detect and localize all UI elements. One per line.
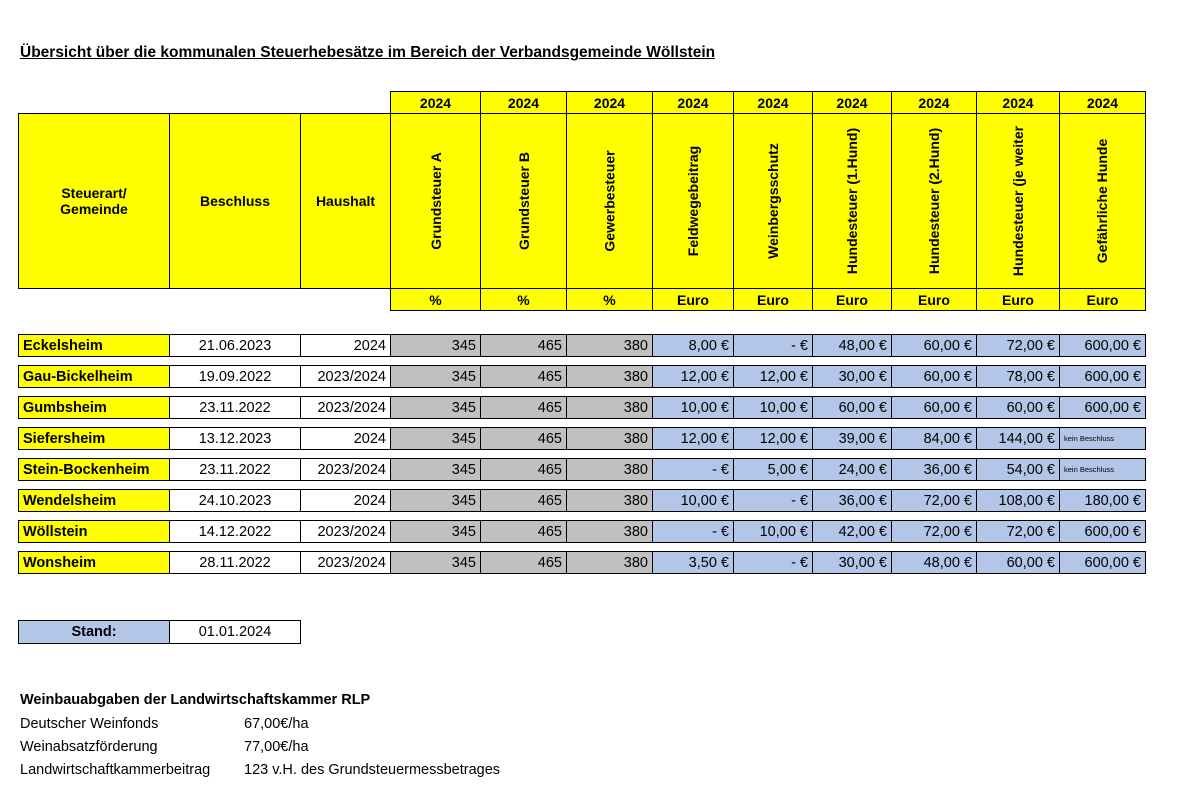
weinbau-value-1: 67,00€/ha (244, 716, 309, 732)
row-gefaehrlich: kein Beschluss (1059, 427, 1146, 450)
row-hund-weiter: 144,00 € (976, 427, 1060, 450)
header-unit: Euro (1059, 288, 1146, 311)
row-hund1: 60,00 € (812, 396, 892, 419)
row-weinberg: - € (733, 551, 813, 574)
row-grund-b: 465 (480, 551, 567, 574)
row-grund-a: 345 (390, 334, 481, 357)
row-weinberg: - € (733, 489, 813, 512)
row-feldwege: - € (652, 520, 734, 543)
row-gefaehrlich: 600,00 € (1059, 334, 1146, 357)
weinbau-value-2: 77,00€/ha (244, 739, 309, 755)
row-weinberg: 12,00 € (733, 365, 813, 388)
row-gewerbe: 380 (566, 520, 653, 543)
row-grund-a: 345 (390, 396, 481, 419)
row-hund-weiter: 78,00 € (976, 365, 1060, 388)
header-tax-type-label: Hundesteuer (1.Hund) (844, 127, 861, 275)
row-gemeinde: Eckelsheim (18, 334, 170, 357)
row-gewerbe: 380 (566, 489, 653, 512)
weinbau-value-3: 123 v.H. des Grundsteuermessbetrages (244, 762, 501, 778)
row-beschluss: 14.12.2022 (169, 520, 301, 543)
header-tax-type (652, 113, 734, 289)
header-tax-type-label: Feldwegebeitrag (685, 145, 701, 257)
row-grund-a: 345 (390, 489, 481, 512)
row-haushalt: 2024 (300, 427, 391, 450)
row-beschluss: 13.12.2023 (169, 427, 301, 450)
row-hund1: 36,00 € (812, 489, 892, 512)
row-hund1: 24,00 € (812, 458, 892, 481)
row-gefaehrlich: 600,00 € (1059, 520, 1146, 543)
row-hund-weiter: 54,00 € (976, 458, 1060, 481)
row-gemeinde: Wonsheim (18, 551, 170, 574)
header-tax-type-label: Hundesteuer (2.Hund) (926, 127, 943, 275)
row-hund2: 60,00 € (891, 396, 977, 419)
weinbau-label-3: Landwirtschaftkammerbeitrag (20, 762, 211, 778)
header-unit: % (390, 288, 481, 311)
header-unit: Euro (652, 288, 734, 311)
row-beschluss: 23.11.2022 (169, 458, 301, 481)
header-tax-type (390, 113, 481, 289)
row-haushalt: 2023/2024 (300, 458, 391, 481)
row-hund1: 48,00 € (812, 334, 892, 357)
row-grund-b: 465 (480, 520, 567, 543)
row-gefaehrlich: kein Beschluss (1059, 458, 1146, 481)
weinbau-label-2: Weinabsatzförderung (20, 739, 158, 755)
header-unit: Euro (812, 288, 892, 311)
row-grund-b: 465 (480, 489, 567, 512)
header-tax-type (733, 113, 813, 289)
row-grund-b: 465 (480, 458, 567, 481)
weinbau-label-1: Deutscher Weinfonds (20, 716, 159, 732)
row-gewerbe: 380 (566, 458, 653, 481)
row-haushalt: 2023/2024 (300, 396, 391, 419)
header-tax-type-label: Hundesteuer (je weiter (1010, 125, 1026, 277)
header-year: 2024 (812, 91, 892, 114)
row-haushalt: 2023/2024 (300, 365, 391, 388)
row-grund-a: 345 (390, 520, 481, 543)
row-hund-weiter: 60,00 € (976, 396, 1060, 419)
row-hund2: 60,00 € (891, 365, 977, 388)
row-gemeinde: Wöllstein (18, 520, 170, 543)
row-feldwege: 8,00 € (652, 334, 734, 357)
row-gewerbe: 380 (566, 396, 653, 419)
header-tax-type (1059, 113, 1146, 289)
row-hund1: 42,00 € (812, 520, 892, 543)
row-hund2: 72,00 € (891, 489, 977, 512)
stand-date: 01.01.2024 (169, 620, 301, 644)
row-feldwege: - € (652, 458, 734, 481)
row-haushalt: 2024 (300, 334, 391, 357)
header-gemeinde-label: Steuerart/ Gemeinde (60, 185, 128, 217)
header-haushalt-label: Haushalt (315, 193, 376, 209)
row-grund-b: 465 (480, 365, 567, 388)
header-tax-type-label: Grundsteuer A (427, 152, 444, 250)
header-unit: Euro (891, 288, 977, 311)
row-beschluss: 24.10.2023 (169, 489, 301, 512)
header-year: 2024 (976, 91, 1060, 114)
row-gewerbe: 380 (566, 365, 653, 388)
stand-label: Stand: (18, 620, 170, 644)
header-year: 2024 (390, 91, 481, 114)
header-unit: % (566, 288, 653, 311)
row-gefaehrlich: 180,00 € (1059, 489, 1146, 512)
header-tax-type (566, 113, 653, 289)
row-hund-weiter: 60,00 € (976, 551, 1060, 574)
row-feldwege: 10,00 € (652, 396, 734, 419)
row-weinberg: 5,00 € (733, 458, 813, 481)
row-hund-weiter: 72,00 € (976, 334, 1060, 357)
row-haushalt: 2023/2024 (300, 520, 391, 543)
row-gemeinde: Siefersheim (18, 427, 170, 450)
header-year: 2024 (566, 91, 653, 114)
header-beschluss-label: Beschluss (199, 193, 271, 209)
header-year: 2024 (733, 91, 813, 114)
row-grund-b: 465 (480, 396, 567, 419)
row-beschluss: 21.06.2023 (169, 334, 301, 357)
row-feldwege: 10,00 € (652, 489, 734, 512)
header-year: 2024 (891, 91, 977, 114)
row-hund2: 72,00 € (891, 520, 977, 543)
header-unit: % (480, 288, 567, 311)
header-unit: Euro (976, 288, 1060, 311)
header-year: 2024 (480, 91, 567, 114)
row-gewerbe: 380 (566, 334, 653, 357)
header-tax-type (976, 113, 1060, 289)
header-gemeinde (18, 113, 170, 289)
header-tax-type-label: Weinbergsschutz (765, 143, 781, 259)
row-beschluss: 28.11.2022 (169, 551, 301, 574)
row-weinberg: - € (733, 334, 813, 357)
header-tax-type-label: Gewerbesteuer (601, 150, 618, 252)
row-hund-weiter: 108,00 € (976, 489, 1060, 512)
row-feldwege: 12,00 € (652, 427, 734, 450)
row-gefaehrlich: 600,00 € (1059, 365, 1146, 388)
header-unit: Euro (733, 288, 813, 311)
page-title: Übersicht über die kommunalen Steuerhebesätze im Bereich der Verbandsgemeinde Wöllstein (20, 44, 716, 61)
row-hund1: 39,00 € (812, 427, 892, 450)
weinbau-heading: Weinbauabgaben der Landwirtschaftskammer RLP (20, 692, 371, 708)
row-gewerbe: 380 (566, 427, 653, 450)
row-gemeinde: Gumbsheim (18, 396, 170, 419)
row-gemeinde: Wendelsheim (18, 489, 170, 512)
row-grund-a: 345 (390, 365, 481, 388)
header-tax-type-label: Gefährliche Hunde (1094, 138, 1111, 264)
row-gemeinde: Stein-Bockenheim (18, 458, 170, 481)
row-hund-weiter: 72,00 € (976, 520, 1060, 543)
header-tax-type (480, 113, 567, 289)
row-haushalt: 2024 (300, 489, 391, 512)
row-hund2: 84,00 € (891, 427, 977, 450)
row-grund-b: 465 (480, 334, 567, 357)
row-haushalt: 2023/2024 (300, 551, 391, 574)
row-beschluss: 23.11.2022 (169, 396, 301, 419)
header-year: 2024 (652, 91, 734, 114)
row-feldwege: 12,00 € (652, 365, 734, 388)
row-gemeinde: Gau-Bickelheim (18, 365, 170, 388)
row-weinberg: 10,00 € (733, 520, 813, 543)
row-hund2: 48,00 € (891, 551, 977, 574)
row-grund-a: 345 (390, 458, 481, 481)
row-beschluss: 19.09.2022 (169, 365, 301, 388)
header-tax-type (812, 113, 892, 289)
row-grund-b: 465 (480, 427, 567, 450)
header-year: 2024 (1059, 91, 1146, 114)
row-gefaehrlich: 600,00 € (1059, 551, 1146, 574)
header-haushalt (300, 113, 391, 289)
row-hund2: 36,00 € (891, 458, 977, 481)
row-gewerbe: 380 (566, 551, 653, 574)
row-weinberg: 12,00 € (733, 427, 813, 450)
header-beschluss (169, 113, 301, 289)
row-grund-a: 345 (390, 427, 481, 450)
header-tax-type (891, 113, 977, 289)
row-hund1: 30,00 € (812, 551, 892, 574)
row-feldwege: 3,50 € (652, 551, 734, 574)
row-hund2: 60,00 € (891, 334, 977, 357)
header-tax-type-label: Grundsteuer B (515, 151, 532, 251)
row-hund1: 30,00 € (812, 365, 892, 388)
row-grund-a: 345 (390, 551, 481, 574)
row-gefaehrlich: 600,00 € (1059, 396, 1146, 419)
row-weinberg: 10,00 € (733, 396, 813, 419)
